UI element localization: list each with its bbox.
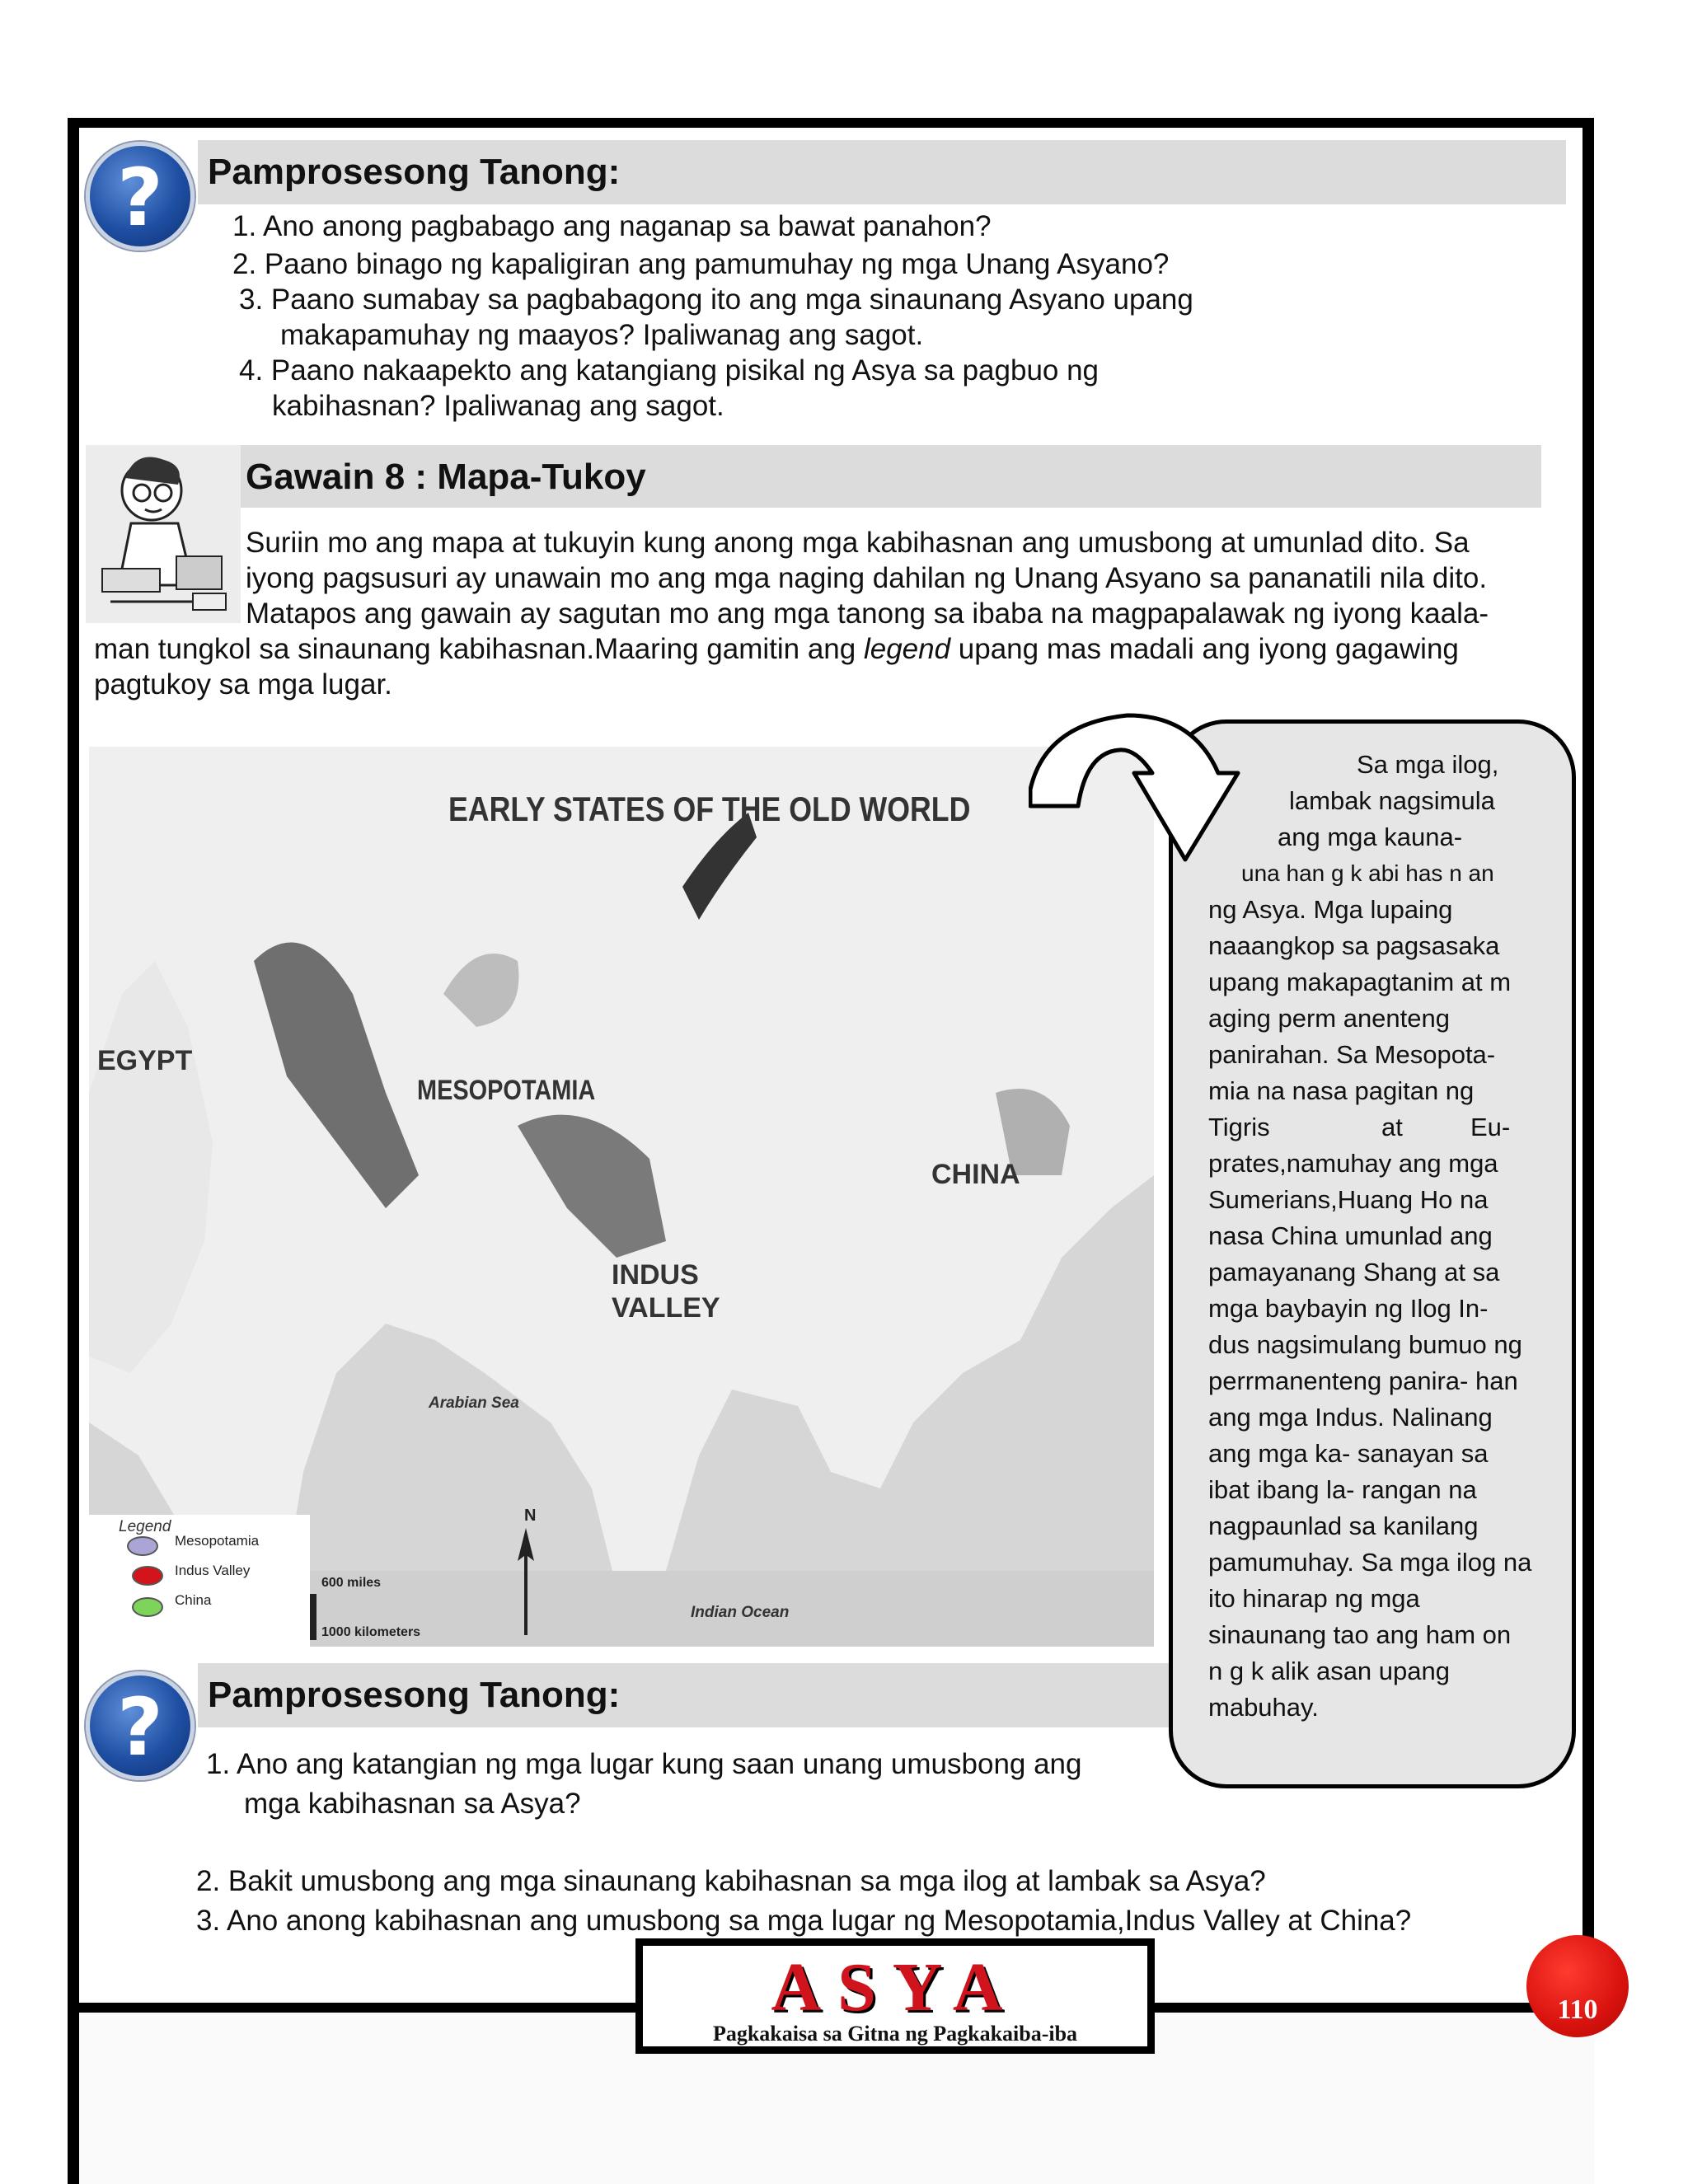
old-world-map <box>89 747 1154 1647</box>
map-label-valley: VALLEY <box>612 1292 720 1324</box>
map-title: EARLY STATES OF THE OLD WORLD <box>448 790 971 828</box>
callout-line-13: Sumerians,Huang Ho na <box>1208 1185 1489 1214</box>
callout-line-16: mga baybayin ng Ilog In- <box>1208 1294 1489 1323</box>
map-graphic <box>89 747 1154 1647</box>
callout-line-9: panirahan. Sa Mesopota- <box>1208 1040 1496 1069</box>
callout-line-7: upang makapagtanim at m <box>1208 968 1512 996</box>
callout-line-1: Sa mga ilog, <box>1357 750 1499 779</box>
callout-line-11a: Tigris <box>1208 1113 1270 1141</box>
logo-title: ASYA <box>771 1949 1020 2026</box>
legend-swatch-mesopotamia <box>127 1536 158 1556</box>
callout-line-22: nagpaunlad sa kanilang <box>1208 1511 1479 1540</box>
question-mark-icon-2: ? <box>86 1671 195 1780</box>
callout-line-10: mia na nasa pagitan ng <box>1208 1076 1475 1105</box>
map-label-mesopotamia: MESOPOTAMIA <box>417 1075 596 1106</box>
question-mark-icon: ? <box>86 142 195 251</box>
page-frame-right <box>1582 118 1594 2023</box>
callout-line-19: ang mga Indus. Nalinang <box>1208 1403 1493 1432</box>
legend-label-china: China <box>175 1592 212 1608</box>
activity-title: Gawain 8 : Mapa-Tukoy <box>246 457 646 497</box>
callout-line-24: ito hinarap ng mga <box>1208 1584 1420 1613</box>
section1-question-3: 3. Paano sumabay sa pagbabagong ito ang mga sinaunang Asyano upang <box>239 284 1193 316</box>
callout-line-3: ang mga kauna- <box>1278 823 1463 851</box>
activity-line-4-end: upang mas madali ang iyong gagawing <box>950 633 1459 665</box>
section1-question-4: 4. Paano nakaapekto ang katangiang pisikal ng Asya sa pagbuo ng <box>239 354 1100 387</box>
legend-title: Legend <box>119 1518 171 1535</box>
section1-title: Pamprosesong Tanong: <box>208 152 621 192</box>
callout-line-4: una han g k abi has n an <box>1241 860 1494 886</box>
section2-question-1-cont: mga kabihasnan sa Asya? <box>244 1788 581 1820</box>
section2-title: Pamprosesong Tanong: <box>208 1675 621 1715</box>
map-north-label: N <box>524 1507 537 1525</box>
legend-label-indus: Indus Valley <box>175 1563 251 1578</box>
section2-question-2: 2. Bakit umusbong ang mga sinaunang kabihasnan sa mga ilog at lambak sa Asya? <box>196 1865 1266 1897</box>
activity-line-4 <box>94 632 1459 668</box>
callout-line-8: aging perm anenteng <box>1208 1004 1451 1033</box>
map-label-egypt: EGYPT <box>97 1045 193 1076</box>
callout-line-25: sinaunang tao ang ham on <box>1208 1620 1512 1649</box>
map-label-indian-ocean: Indian Ocean <box>691 1604 790 1621</box>
section1-question-3-cont: makapamuhay ng maayos? Ipaliwanag ang sagot. <box>280 319 924 351</box>
section2-question-1: 1. Ano ang katangian ng mga lugar kung saan unang umusbong ang <box>206 1748 1082 1780</box>
section2-question-3: 3. Ano anong kabihasnan ang umusbong sa mga lugar ng Mesopotamia,Indus Valley at China? <box>196 1905 1412 1937</box>
page-frame-left <box>68 118 79 2184</box>
callout-line-12: prates,namuhay ang mga <box>1208 1149 1498 1178</box>
callout-line-11c: Eu- <box>1470 1113 1511 1141</box>
curved-arrow-icon <box>1029 707 1243 864</box>
callout-line-17: dus nagsimulang bumuo ng <box>1208 1330 1522 1359</box>
callout-line-18: perrmanenteng panira- han <box>1208 1366 1518 1395</box>
callout-line-27: mabuhay. <box>1208 1693 1319 1722</box>
legend-label-mesopotamia: Mesopotamia <box>175 1533 260 1549</box>
callout-line-11b: at <box>1381 1113 1403 1141</box>
activity-line-5: pagtukoy sa mga lugar. <box>94 668 392 701</box>
callout-line-14: nasa China umunlad ang <box>1208 1221 1493 1250</box>
section1-question-1: 1. Ano anong pagbabago ang naganap sa bawat panahon? <box>232 210 992 242</box>
callout-line-2: lambak nagsimula <box>1289 786 1495 815</box>
callout-line-26: n g k alik asan upang <box>1208 1657 1450 1685</box>
map-scale-bar <box>310 1594 316 1640</box>
map-label-indus: INDUS <box>612 1259 699 1291</box>
logo-subtitle: Pagkakaisa sa Gitna ng Pagkakaiba-iba <box>712 2022 1078 2046</box>
callout-line-20: ang mga ka- sanayan sa <box>1208 1439 1489 1468</box>
section1-question-2: 2. Paano binago ng kapaligiran ang pamumuhay ng mga Unang Asyano? <box>232 248 1170 280</box>
map-scale-km: 1000 kilometers <box>321 1625 421 1639</box>
callout-line-5: ng Asya. Mga lupaing <box>1208 895 1453 924</box>
map-label-china: CHINA <box>931 1159 1020 1190</box>
map-label-arabian-sea: Arabian Sea <box>429 1394 519 1412</box>
map-scale-miles: 600 miles <box>321 1576 382 1590</box>
section1-question-4-cont: kabihasnan? Ipaliwanag ang sagot. <box>272 390 724 422</box>
map-legend <box>89 1515 310 1647</box>
student-illustration <box>86 445 241 623</box>
north-arrow-icon <box>509 1528 542 1635</box>
legend-swatch-china <box>132 1597 163 1617</box>
activity-line-2: iyong pagsusuri ay unawain mo ang mga naging dahilan ng Unang Asyano sa pananatili nila dito. <box>246 562 1488 594</box>
activity-line-4-start: man tungkol sa sinaunang kabihasnan.Maaring gamitin ang <box>94 633 864 665</box>
asya-logo <box>635 1938 1155 2054</box>
callout-line-21: ibat ibang la- rangan na <box>1208 1475 1477 1504</box>
activity-line-1: Suriin mo ang mapa at tukuyin kung anong mga kabihasnan ang umusbong at umunlad dito. Sa <box>246 527 1470 559</box>
page-number: 110 <box>1557 1994 1598 2025</box>
callout-line-6: naaangkop sa pagsasaka <box>1208 931 1500 960</box>
callout-line-15: pamayanang Shang at sa <box>1208 1258 1500 1286</box>
activity-line-3: Matapos ang gawain ay sagutan mo ang mga tanong sa ibaba na magpapalawak ng iyong kaala- <box>246 598 1489 630</box>
legend-word: legend <box>863 633 951 665</box>
callout-line-23: pamumuhay. Sa mga ilog na <box>1208 1548 1532 1577</box>
page-frame-top <box>68 118 1594 128</box>
page-number-badge <box>1526 1935 1629 2037</box>
legend-swatch-indus <box>132 1566 163 1586</box>
